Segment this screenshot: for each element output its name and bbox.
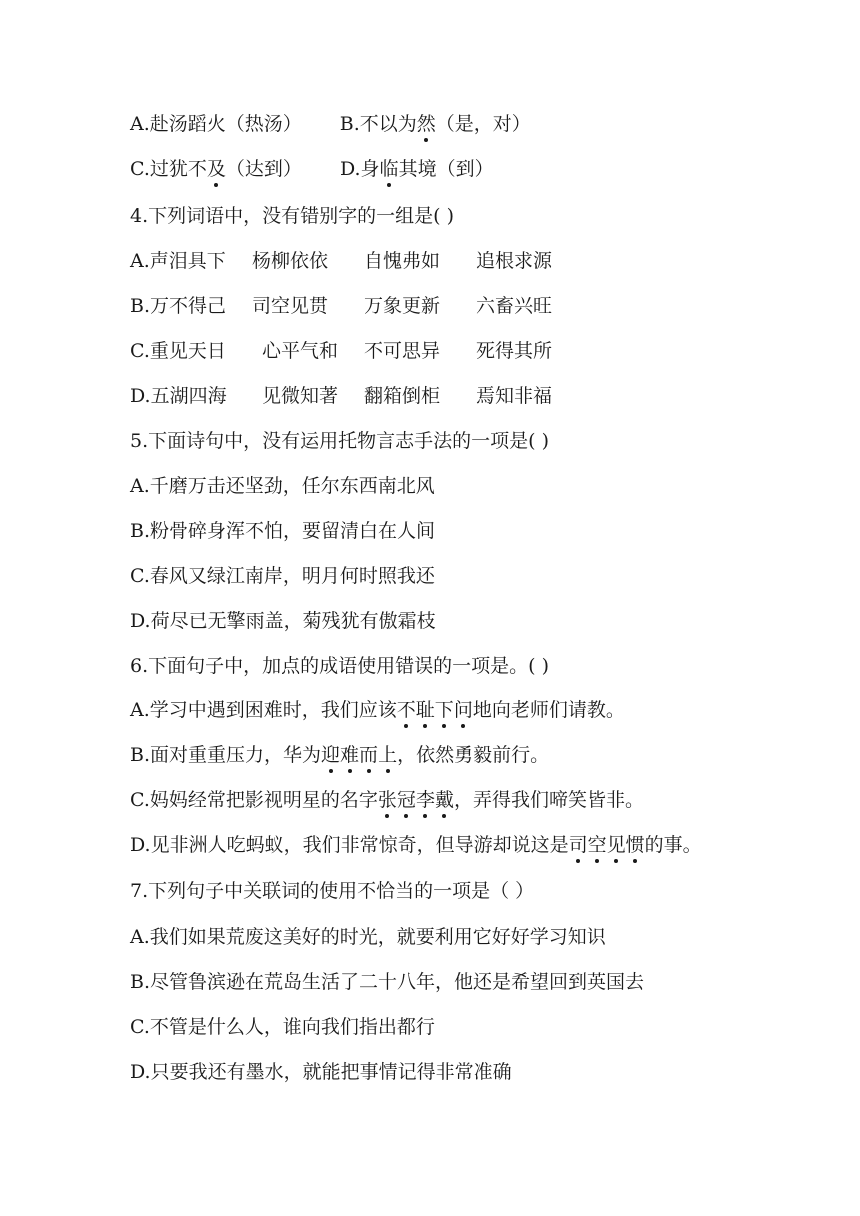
q6-d-post: 的事。 [644,834,702,856]
q7-option-b: B.尽管鲁滨逊在荒岛生活了二十八年，他还是希望回到英国去 [130,971,645,993]
q3-option-d [340,157,494,181]
q4-d-word-1: D.五湖四海 [130,385,227,407]
q3-option-a: A.赴汤蹈火（热汤） [130,113,302,135]
dotted-char: 冠 [396,789,416,811]
dotted-char: 李 [415,789,435,811]
q4-option-d [130,384,552,408]
q3-option-b [340,112,531,136]
q3-options-row-1 [130,112,531,136]
q3-option-d-post: 其境（到） [398,158,494,180]
q5-option-c: C.春风又绿江南岸，明月何时照我还 [130,565,435,587]
q4-c-word-1: C.重见天日 [130,340,226,362]
q6-b-post: ，依然勇毅前行。 [397,744,550,766]
dotted-char: 张 [377,789,397,811]
q6-option-d [130,833,702,857]
q3-option-c-post: （达到） [225,158,302,180]
dotted-char: 上 [378,744,398,766]
dotted-char: 下 [434,699,454,721]
q3-option-c-pre: C.过犹不 [130,158,207,180]
dotted-char: 问 [453,699,473,721]
q7-stem: 7.下列句子中关联词的使用不恰当的一项是（ ） [130,880,535,902]
dotted-char: 临 [379,158,399,180]
q7-option-d: D.只要我还有墨水，就能把事情记得非常准确 [130,1061,512,1083]
q5-option-b: B.粉骨碎身浑不怕，要留清白在人间 [130,520,436,542]
q6-a-post: 地向老师们请教。 [472,699,625,721]
dotted-char: 耻 [415,699,435,721]
q5-option-d: D.荷尽已无擎雨盖，菊残犹有傲霜枝 [130,610,436,632]
q4-d-word-3: 翻箱倒柜 [364,385,441,407]
q4-a-word-1: A.声泪具下 [130,250,226,272]
q4-option-b [130,294,552,318]
q6-d-pre: D.见非洲人吃蚂蚁，我们非常惊奇，但导游却说这是 [130,834,569,856]
q4-option-a [130,249,552,273]
q3-option-c [130,157,302,181]
q4-b-word-3: 万象更新 [364,295,441,317]
dotted-char: 惯 [625,834,645,856]
q4-b-word-4: 六畜兴旺 [476,295,553,317]
q6-b-pre: B.面对重重压力，华为 [130,744,322,766]
q6-stem: 6.下面句子中，加点的成语使用错误的一项是。( ) [130,655,549,677]
q4-a-word-4: 追根求源 [476,250,553,272]
q4-a-word-3: 自愧弗如 [364,250,441,272]
q6-c-post: ，弄得我们啼笑皆非。 [453,789,644,811]
q4-c-word-2: 心平气和 [262,340,339,362]
q3-options-row-2 [130,157,494,181]
dotted-char: 不 [396,699,416,721]
dotted-char: 然 [416,113,436,135]
q3-option-b-post: （是，对） [435,113,531,135]
q4-d-word-4: 焉知非福 [476,385,553,407]
dotted-char: 戴 [434,789,454,811]
dotted-char: 而 [359,744,379,766]
q6-option-c [130,788,644,812]
q5-option-a: A.千磨万击还坚劲，任尔东西南北风 [130,475,435,497]
q7-option-c: C.不管是什么人，谁向我们指出都行 [130,1016,435,1038]
q4-d-word-2: 见微知著 [262,385,339,407]
dotted-char: 难 [340,744,360,766]
q3-option-b-pre: B.不以为 [339,113,417,135]
q4-b-word-2: 司空见贯 [252,295,329,317]
q6-option-a [130,698,625,722]
dotted-char: 迎 [321,744,341,766]
q7-option-a: A.我们如果荒废这美好的时光，就要利用它好好学习知识 [130,926,606,948]
q5-stem: 5.下面诗句中，没有运用托物言志手法的一项是( ) [130,430,549,452]
dotted-char: 及 [206,158,226,180]
dotted-char: 见 [606,834,626,856]
q6-option-b [130,743,549,767]
q4-option-c [130,339,552,363]
dotted-char: 空 [587,834,607,856]
dotted-char: 司 [568,834,588,856]
q4-b-word-1: B.万不得己 [130,295,227,317]
q6-c-pre: C.妈妈经常把影视明星的名字 [130,789,378,811]
q4-c-word-3: 不可思异 [364,340,441,362]
q6-a-pre: A.学习中遇到困难时，我们应该 [130,699,397,721]
q4-c-word-4: 死得其所 [476,340,553,362]
q4-stem: 4.下列词语中，没有错别字的一组是( ) [130,205,454,227]
q4-a-word-2: 杨柳依依 [252,250,329,272]
q3-option-d-pre: D.身 [339,158,380,180]
